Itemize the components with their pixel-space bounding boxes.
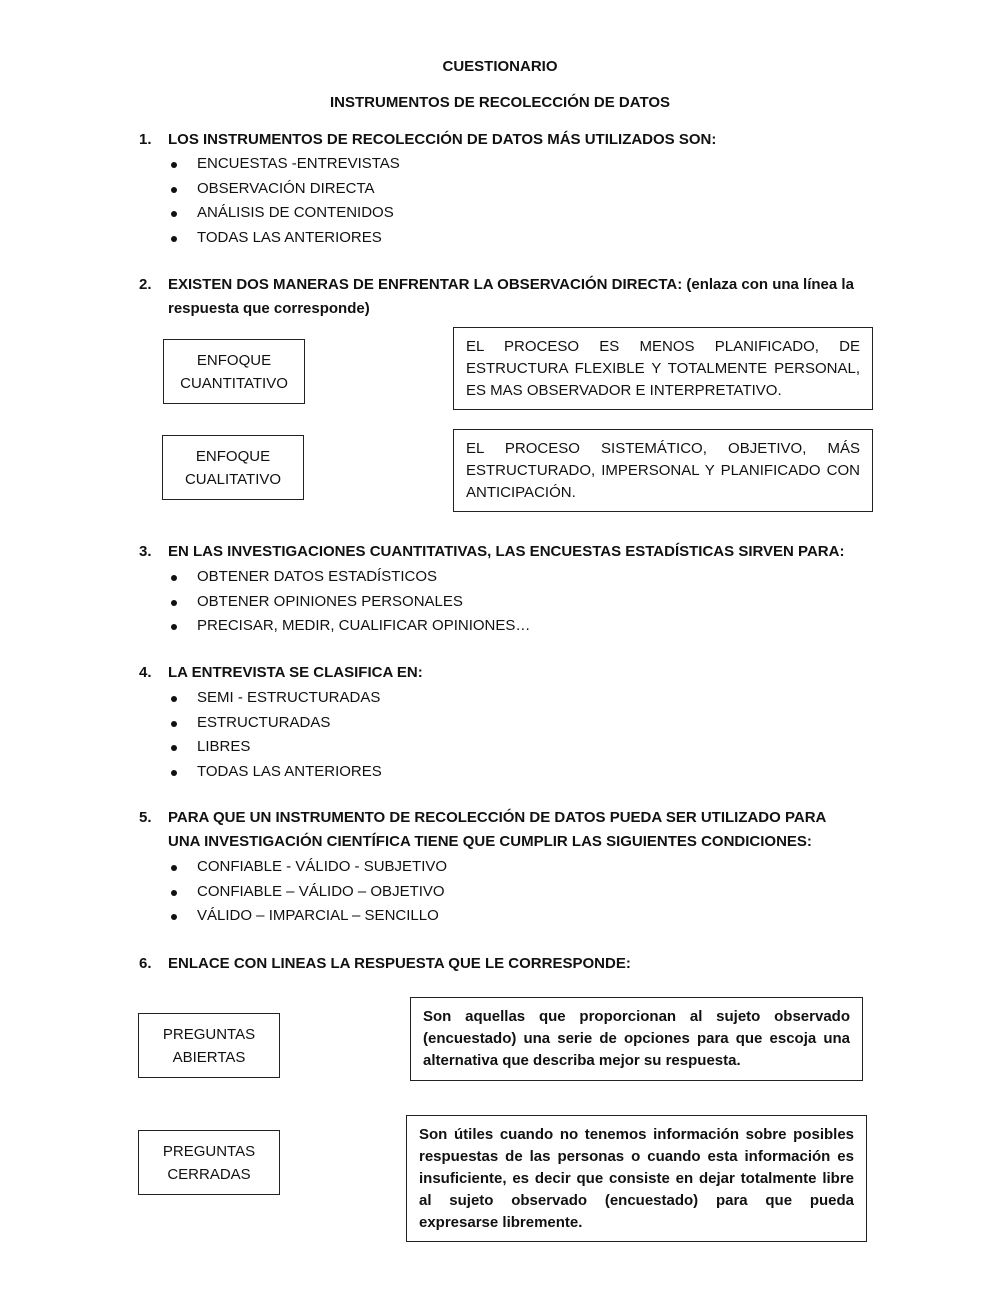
label-line: CERRADAS	[167, 1165, 251, 1183]
match-box-label	[163, 1140, 255, 1186]
option-item[interactable]: LIBRES	[168, 735, 382, 760]
question-number: 2.	[139, 276, 152, 293]
question-text: LA ENTREVISTA SE CLASIFICA EN:	[168, 664, 423, 681]
option-item[interactable]: VÁLIDO – IMPARCIAL – SENCILLO	[168, 904, 447, 929]
page-title: CUESTIONARIO	[442, 58, 558, 75]
option-item[interactable]: CONFIABLE – VÁLIDO – OBJETIVO	[168, 880, 447, 905]
option-item[interactable]: SEMI - ESTRUCTURADAS	[168, 686, 382, 711]
question-text-line1: PARA QUE UN INSTRUMENTO DE RECOLECCIÓN DE DATOS PUEDA SER UTILIZADO PARA	[168, 809, 827, 826]
match-box-preguntas-cerradas[interactable]	[138, 1130, 280, 1195]
label-line: PREGUNTAS	[162, 1142, 256, 1160]
question-number: 3.	[139, 543, 152, 560]
question-1-options	[168, 152, 400, 250]
question-number: 6.	[139, 955, 152, 972]
question-3-options	[168, 565, 530, 639]
match-description-box-2[interactable]	[406, 1115, 867, 1242]
option-item[interactable]: OBSERVACIÓN DIRECTA	[168, 177, 400, 202]
label-line: ABIERTAS	[172, 1048, 246, 1066]
question-text: LOS INSTRUMENTOS DE RECOLECCIÓN DE DATOS MÁS UTILIZADOS SON:	[168, 131, 717, 148]
match-box-enfoque-cuantitativo[interactable]	[163, 339, 305, 404]
match-description-box-2[interactable]	[453, 429, 873, 512]
question-text-line2: respuesta que corresponde)	[168, 300, 370, 317]
match-description-box-1[interactable]	[453, 327, 873, 410]
option-item[interactable]: ENCUESTAS -ENTREVISTAS	[168, 152, 400, 177]
label-line: PREGUNTAS	[162, 1025, 256, 1043]
option-item[interactable]: TODAS LAS ANTERIORES	[168, 760, 382, 785]
option-item[interactable]: TODAS LAS ANTERIORES	[168, 226, 400, 251]
question-number: 5.	[139, 809, 152, 826]
question-text-line1: EXISTEN DOS MANERAS DE ENFRENTAR LA OBSERVACIÓN DIRECTA: (enlaza con una línea la	[168, 276, 854, 293]
label-line: ENFOQUE	[195, 447, 271, 465]
option-item[interactable]: CONFIABLE - VÁLIDO - SUBJETIVO	[168, 855, 447, 880]
option-item[interactable]: ESTRUCTURADAS	[168, 711, 382, 736]
description-text: EL PROCESO SISTEMÁTICO, OBJETIVO, MÁS ESTRUCTURADO, IMPERSONAL Y PLANIFICADO CON ANTICIPACIÓN.	[466, 440, 860, 501]
match-box-label	[185, 445, 281, 491]
description-text: EL PROCESO ES MENOS PLANIFICADO, DE ESTRUCTURA FLEXIBLE Y TOTALMENTE PERSONAL, ES MAS OBSERVADOR E INTERPRETATIVO.	[466, 338, 860, 399]
description-text: Son útiles cuando no tenemos información sobre posibles respuestas de las personas o cuando esta información es insuficiente, es decir que consiste en dejar totalmente libre al sujeto observado (encuestado) para que pueda expresarse libremente.	[419, 1126, 854, 1231]
match-description-box-1[interactable]	[410, 997, 863, 1081]
question-text: ENLACE CON LINEAS LA RESPUESTA QUE LE CORRESPONDE:	[168, 955, 631, 972]
question-text: EN LAS INVESTIGACIONES CUANTITATIVAS, LAS ENCUESTAS ESTADÍSTICAS SIRVEN PARA:	[168, 543, 845, 560]
label-line: CUANTITATIVO	[180, 374, 288, 392]
option-item[interactable]: OBTENER DATOS ESTADÍSTICOS	[168, 565, 530, 590]
option-item[interactable]: OBTENER OPINIONES PERSONALES	[168, 590, 530, 615]
question-5-options	[168, 855, 447, 929]
match-box-enfoque-cualitativo[interactable]	[162, 435, 304, 500]
match-box-preguntas-abiertas[interactable]	[138, 1013, 280, 1078]
option-item[interactable]: ANÁLISIS DE CONTENIDOS	[168, 201, 400, 226]
description-text: Son aquellas que proporcionan al sujeto observado (encuestado) una serie de opciones para que escoja una alternativa que describa mejor su respuesta.	[423, 1008, 850, 1069]
question-4-options	[168, 686, 382, 784]
option-item[interactable]: PRECISAR, MEDIR, CUALIFICAR OPINIONES…	[168, 614, 530, 639]
match-box-label	[180, 349, 288, 395]
question-number: 4.	[139, 664, 152, 681]
question-text-line2: UNA INVESTIGACIÓN CIENTÍFICA TIENE QUE CUMPLIR LAS SIGUIENTES CONDICIONES:	[168, 833, 812, 850]
match-box-label	[163, 1023, 255, 1069]
label-line: ENFOQUE	[196, 351, 272, 369]
question-number: 1.	[139, 131, 152, 148]
page-subtitle: INSTRUMENTOS DE RECOLECCIÓN DE DATOS	[329, 94, 671, 111]
label-line: CUALITATIVO	[184, 470, 282, 488]
